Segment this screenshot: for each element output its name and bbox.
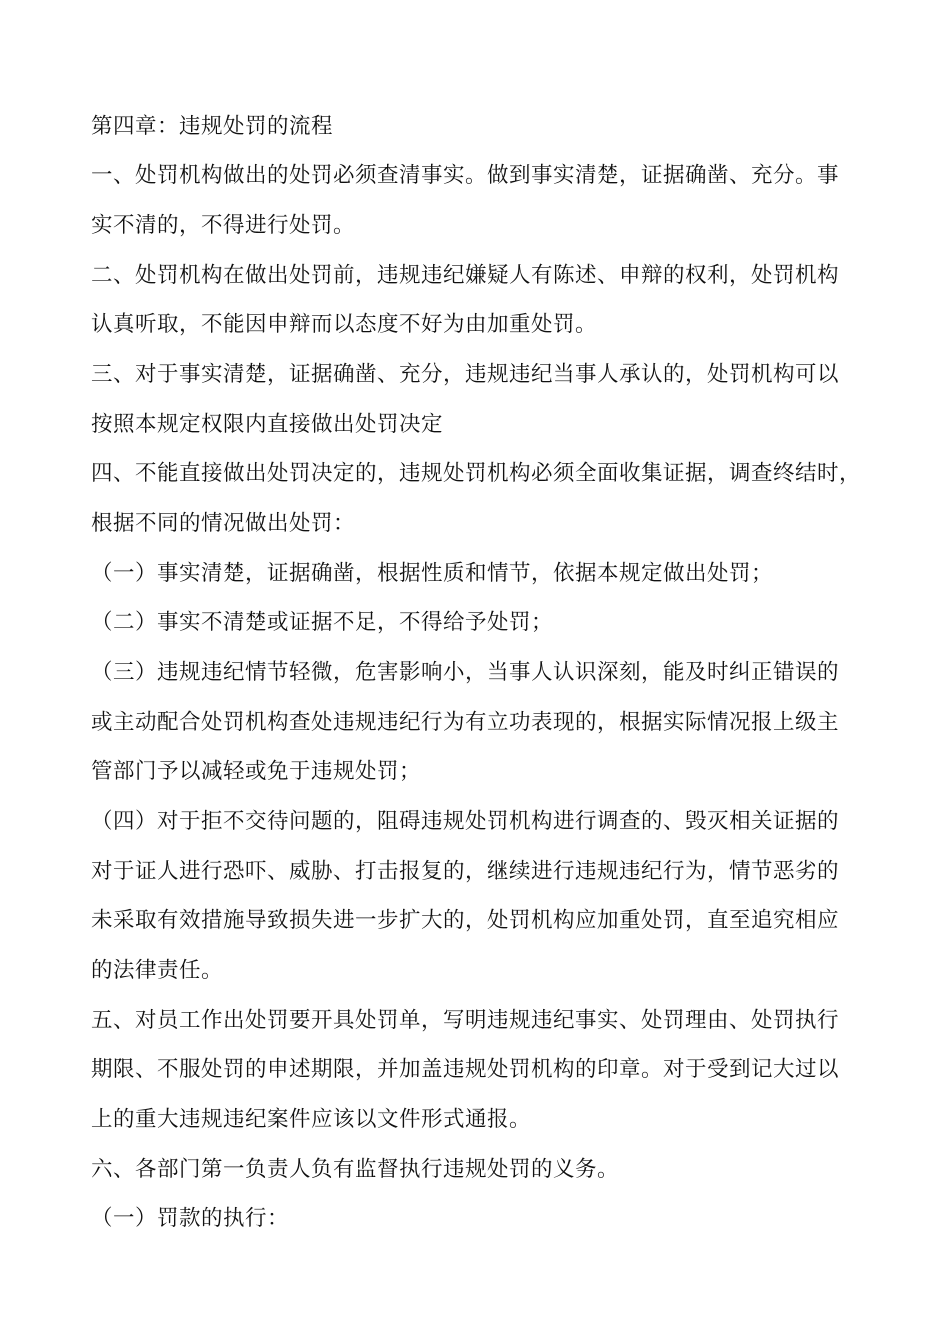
text-line: 未采取有效措施导致损失进一步扩大的，处罚机构应加重处罚，直至追究相应 — [91, 908, 840, 933]
text-line: 认真听取，不能因申辩而以态度不好为由加重处罚。 — [91, 312, 598, 337]
text-line: （一）罚款的执行： — [91, 1206, 290, 1231]
text-line: 根据不同的情况做出处罚： — [91, 511, 356, 536]
text-line: 上的重大违规违纪案件应该以文件形式通报。 — [91, 1107, 532, 1132]
text-line: 期限、不服处罚的申述期限，并加盖违规处罚机构的印章。对于受到记大过以 — [91, 1057, 840, 1082]
text-line: （三）违规违纪情节轻微，危害影响小，当事人认识深刻，能及时纠正错误的 — [91, 660, 840, 685]
text-line: 或主动配合处罚机构查处违规违纪行为有立功表现的，根据实际情况报上级主 — [91, 710, 840, 735]
text-line: 按照本规定权限内直接做出处罚决定 — [91, 412, 444, 437]
text-line: 一、处罚机构做出的处罚必须查清事实。做到事实清楚，证据确凿、充分。事 — [91, 163, 840, 188]
text-line: 五、对员工作出处罚要开具处罚单，写明违规违纪事实、处罚理由、处罚执行 — [91, 1008, 840, 1033]
text-line: 四、不能直接做出处罚决定的，违规处罚机构必须全面收集证据，调查终结时， — [91, 461, 862, 486]
text-line: （二）事实不清楚或证据不足，不得给予处罚； — [91, 610, 554, 635]
text-line: 对于证人进行恐吓、威胁、打击报复的，继续进行违规违纪行为，情节恶劣的 — [91, 859, 840, 884]
text-line: 管部门予以减轻或免于违规处罚； — [91, 759, 422, 784]
text-line: （四）对于拒不交待问题的，阻碍违规处罚机构进行调查的、毁灭相关证据的 — [91, 809, 840, 834]
text-line: 三、对于事实清楚，证据确凿、充分，违规违纪当事人承认的，处罚机构可以 — [91, 362, 840, 387]
text-line: （一）事实清楚，证据确凿，根据性质和情节，依据本规定做出处罚； — [91, 561, 774, 586]
text-line: 实不清的，不得进行处罚。 — [91, 213, 356, 238]
text-line: 的法律责任。 — [91, 958, 224, 983]
chapter-title: 第四章：违规处罚的流程 — [91, 114, 334, 139]
text-line: 二、处罚机构在做出处罚前，违规违纪嫌疑人有陈述、申辩的权利，处罚机构 — [91, 263, 840, 288]
text-line: 六、各部门第一负责人负有监督执行违规处罚的义务。 — [91, 1157, 620, 1182]
